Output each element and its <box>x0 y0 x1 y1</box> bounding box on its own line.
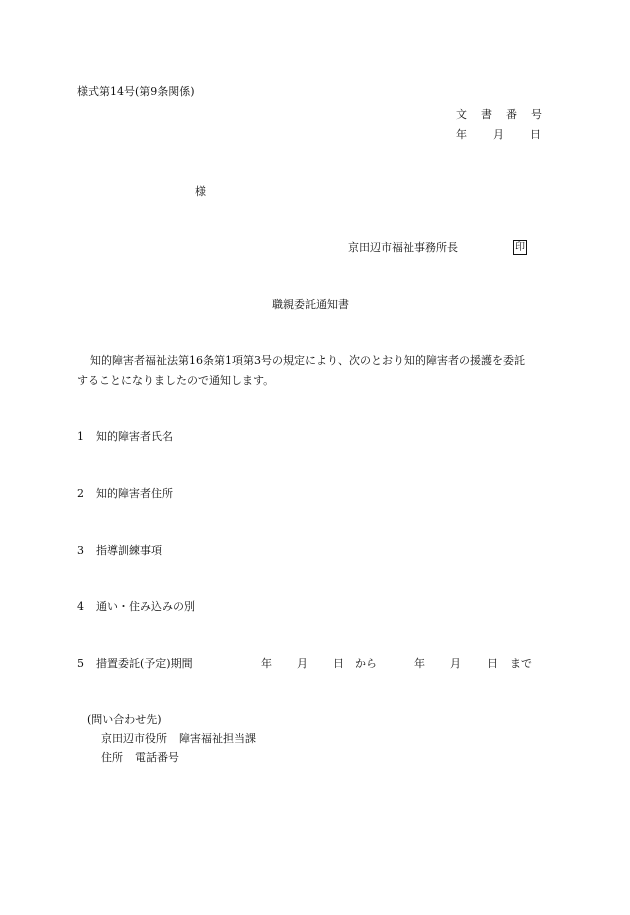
date-day: 日 <box>530 128 541 141</box>
inquiry-department: 障害福祉担当課 <box>179 732 256 745</box>
period-end-month: 月 <box>450 657 461 670</box>
date-line <box>456 128 541 142</box>
form-id: 様式第14号(第9条関係) <box>77 85 195 98</box>
period-end-year: 年 <box>414 657 425 670</box>
period-start-year: 年 <box>261 657 272 670</box>
inquiry-phone-label: 電話番号 <box>135 751 179 764</box>
inquiry-contact-line <box>101 751 179 765</box>
seal-char: 印 <box>515 242 525 253</box>
inquiry-address-label: 住所 <box>101 751 123 764</box>
item-label: 措置委託(予定)期間 <box>96 657 193 670</box>
date-year: 年 <box>456 128 467 141</box>
inquiry-office: 京田辺市役所 <box>101 732 167 745</box>
inquiry-office-line <box>101 732 256 746</box>
item-number: 5 <box>77 657 84 670</box>
doc-number-char: 文 <box>456 108 467 121</box>
inquiry-heading: (問い合わせ先) <box>87 713 162 726</box>
item-2 <box>77 487 173 501</box>
period-start-month: 月 <box>297 657 308 670</box>
issuer-name: 京田辺市福祉事務所長 <box>348 241 458 254</box>
period-start-day: 日 <box>333 657 344 670</box>
period-from: から <box>355 657 377 670</box>
item-label: 通い・住み込みの別 <box>96 600 195 613</box>
body-line-1: 知的障害者福祉法第16条第1項第3号の規定により、次のとおり知的障害者の援護を委託 <box>90 354 525 367</box>
body-line-2: することになりましたので通知します。 <box>77 374 275 387</box>
item-number: 4 <box>77 600 84 613</box>
date-month: 月 <box>493 128 504 141</box>
item-5 <box>77 657 193 671</box>
item-label: 指導訓練事項 <box>96 544 162 557</box>
doc-number-char: 書 <box>481 108 492 121</box>
document-title: 職親委託通知書 <box>272 298 349 311</box>
doc-number-label <box>456 108 542 122</box>
doc-number-char: 番 <box>506 108 517 121</box>
item-number: 1 <box>77 430 84 443</box>
period-until: まで <box>510 657 532 670</box>
doc-number-char: 号 <box>531 108 542 121</box>
item-label: 知的障害者住所 <box>96 487 173 500</box>
item-4 <box>77 600 195 614</box>
item-1 <box>77 430 173 444</box>
seal-mark <box>513 240 527 255</box>
addressee-suffix: 様 <box>195 185 206 198</box>
item-number: 3 <box>77 544 84 557</box>
item-number: 2 <box>77 487 84 500</box>
period-end-day: 日 <box>487 657 498 670</box>
item-label: 知的障害者氏名 <box>96 430 173 443</box>
item-3 <box>77 544 162 558</box>
